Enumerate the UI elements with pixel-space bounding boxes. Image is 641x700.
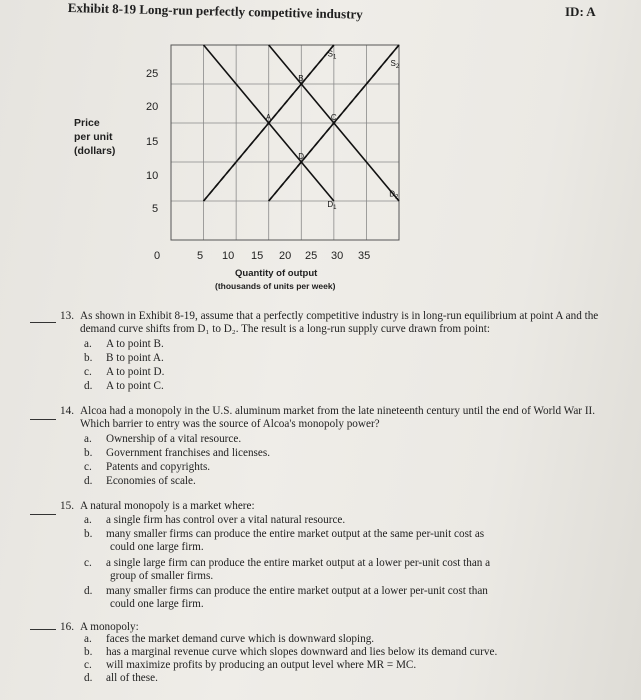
question-stem: A natural monopoly is a market where: [80, 500, 255, 512]
option-text: many smaller firms can produce the entire market output at a lower per-unit cost than [106, 585, 488, 597]
option-text: all of these. [106, 672, 158, 684]
answer-option[interactable] [84, 659, 416, 671]
answer-option[interactable] [84, 672, 158, 684]
option-letter: a. [84, 514, 92, 526]
option-text: a single large firm can produce the entire market output at a lower per-unit cost than a [106, 557, 491, 569]
x-axis-sublabel: (thousands of units per week) [215, 281, 336, 291]
point-label-b: B [298, 74, 304, 83]
curve-label-d2: $D_2$ [389, 189, 399, 201]
option-letter: b. [84, 646, 93, 658]
option-text: Economies of scale. [106, 475, 196, 487]
y-tick-label: 25 [146, 68, 159, 80]
answer-blank[interactable] [30, 629, 56, 630]
answer-option[interactable] [84, 380, 164, 392]
option-letter: a. [84, 338, 92, 350]
x-tick-label: 30 [331, 250, 344, 262]
option-text-continued: could one large firm. [110, 541, 204, 553]
answer-option[interactable] [84, 633, 374, 645]
question-number: 13. [60, 310, 74, 322]
option-letter: a. [84, 433, 92, 445]
answer-option[interactable] [84, 557, 490, 569]
option-letter: b. [84, 352, 93, 364]
option-text: Government franchises and licenses. [106, 447, 271, 459]
option-letter: d. [84, 380, 93, 392]
y-tick-label: 15 [146, 136, 159, 148]
option-text: has a marginal revenue curve which slopes downward and lies below its demand curve. [106, 646, 498, 658]
answer-blank[interactable] [30, 514, 56, 515]
point-label-a: A [265, 113, 272, 122]
option-letter: b. [84, 447, 93, 459]
answer-blank[interactable] [30, 322, 56, 323]
option-letter: d. [84, 475, 93, 487]
question-number: 15. [60, 500, 74, 512]
answer-option[interactable] [84, 352, 164, 364]
answer-option[interactable] [84, 433, 241, 445]
option-text: A to point C. [106, 380, 164, 392]
curve-label-s1: $S_1$ [327, 49, 337, 61]
option-text: A to point B. [106, 338, 164, 350]
x-tick-label: 25 [305, 250, 318, 262]
y-tick-label: 20 [146, 101, 159, 113]
answer-option[interactable] [84, 646, 497, 658]
option-text: many smaller firms can produce the entire market output at the same per-unit cost as [106, 528, 485, 540]
answer-option[interactable] [84, 338, 164, 350]
option-text: Ownership of a vital resource. [106, 433, 242, 445]
supply-demand-chart [0, 0, 641, 300]
question-stem: Alcoa had a monopoly in the U.S. aluminum market from the late nineteenth century until the end of World War II. Which barrier to entry was the source of Alcoa's monopoly power? [80, 405, 596, 430]
option-letter: d. [84, 672, 93, 684]
y-tick-label: 10 [146, 170, 159, 182]
option-letter: a. [84, 633, 92, 645]
y-tick-label: 5 [152, 203, 159, 215]
answer-blank[interactable] [30, 419, 56, 420]
option-letter: c. [84, 659, 92, 671]
id-label: ID: A [565, 4, 596, 19]
x-tick-label: 0 [154, 250, 161, 262]
option-text-continued: could one large firm. [110, 598, 204, 610]
y-axis-label-line: per unit [74, 131, 113, 143]
x-tick-label: 20 [279, 250, 292, 262]
y-axis-label-line: (dollars) [74, 145, 116, 157]
curve-label-s2: $S_2$ [390, 59, 400, 71]
x-tick-label: 5 [197, 250, 204, 262]
answer-option[interactable] [84, 475, 196, 487]
question-stem: A monopoly: [80, 621, 139, 633]
answer-option[interactable] [84, 366, 164, 378]
curve-label-d1: $D_1$ [327, 200, 337, 212]
option-letter: c. [84, 557, 92, 569]
answer-option[interactable] [84, 528, 484, 540]
exhibit-title: Exhibit 8-19 Long-run perfectly competitive industry [67, 0, 363, 22]
option-letter: c. [84, 366, 92, 378]
option-text: faces the market demand curve which is downward sloping. [106, 633, 375, 645]
point-label-d: D [298, 152, 305, 161]
x-axis-label: Quantity of output [235, 268, 318, 279]
question-number: 16. [60, 621, 74, 633]
option-text: will maximize profits by producing an output level where MR = MC. [106, 659, 417, 671]
option-text: A to point D. [106, 366, 165, 378]
option-letter: b. [84, 528, 93, 540]
option-text: B to point A. [106, 352, 164, 364]
x-tick-label: 35 [358, 250, 371, 262]
answer-option[interactable] [84, 514, 345, 526]
option-letter: d. [84, 585, 93, 597]
point-label-c: C [330, 113, 337, 122]
option-text: a single firm has control over a vital natural resource. [106, 514, 346, 526]
question-stem: As shown in Exhibit 8-19, assume that a perfectly competitive industry is in long-run equilibrium at point A and the demand curve shifts from D₁ to D₂. The result is a long-run supply curve drawn from point: [80, 310, 599, 335]
option-text: Patents and copyrights. [106, 461, 211, 473]
x-tick-label: 15 [251, 250, 264, 262]
answer-option[interactable] [84, 461, 210, 473]
y-axis-label-line: Price [74, 117, 100, 129]
x-tick-label: 10 [222, 250, 235, 262]
option-letter: c. [84, 461, 92, 473]
answer-option[interactable] [84, 585, 488, 597]
option-text-continued: group of smaller firms. [110, 570, 214, 582]
question-number: 14. [60, 405, 74, 417]
answer-option[interactable] [84, 447, 270, 459]
